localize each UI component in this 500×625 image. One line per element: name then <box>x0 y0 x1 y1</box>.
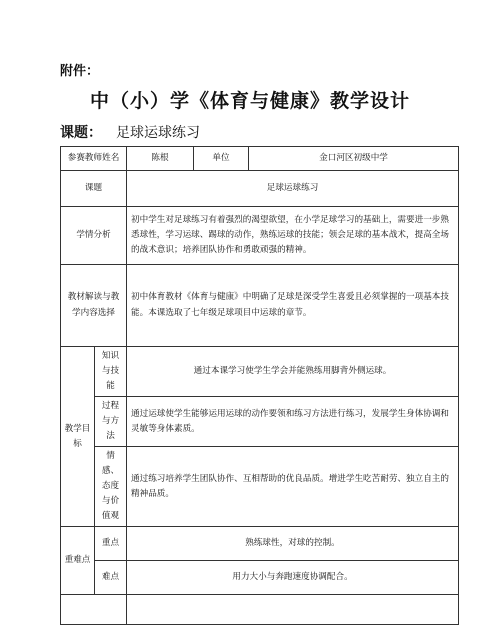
table-row <box>61 561 459 595</box>
material-label: 教材解读与教学内容选择 <box>61 265 127 347</box>
key-text: 熟练球性，对球的控制。 <box>127 527 459 561</box>
goal-emotion-text: 通过练习培养学生团队协作、互相帮助的优良品质。增进学生吃苦耐劳、独立自主的精神品质。 <box>127 447 459 527</box>
table-row <box>61 397 459 447</box>
goals-label: 教学目标 <box>61 347 95 527</box>
empty-cell <box>127 595 459 625</box>
table-row <box>61 147 459 171</box>
lesson-plan-table <box>60 146 459 625</box>
lesson-value: 足球运球练习 <box>116 125 200 141</box>
attachment-label: 附件： <box>60 64 100 79</box>
difficulty-text: 用力大小与奔跑速度协调配合。 <box>127 561 459 595</box>
analysis-label: 学情分析 <box>61 207 127 265</box>
goal-emotion-label: 情感、态度与价值观 <box>95 447 127 527</box>
analysis-text: 初中学生对足球练习有着强烈的渴望欲望，在小学足球学习的基础上，需要进一步熟悉球性，学习运球、踢球的动作，熟练运球的技能；领会足球的基本战术，提高全场的战术意识；培养团队协作和勇敢顽强的精神。 <box>127 207 459 265</box>
table-row <box>61 207 459 265</box>
material-text: 初中体育教材《体育与健康》中明确了足球是深受学生喜爱且必须掌握的一项基本技能。本课选取了七年级足球项目中运球的章节。 <box>127 265 459 347</box>
table-row <box>61 595 459 625</box>
lesson-label: 课题： <box>60 125 102 141</box>
page-title: 中（小）学《体育与健康》教学设计 <box>89 90 410 112</box>
unit-label: 单位 <box>194 147 249 171</box>
goal-knowledge-label: 知识与技能 <box>95 347 127 397</box>
keypoints-label: 重难点 <box>61 527 95 595</box>
teacher-name: 陈根 <box>127 147 194 171</box>
empty-cell <box>61 595 127 625</box>
key-label: 重点 <box>95 527 127 561</box>
table-row <box>61 447 459 527</box>
table-row <box>61 347 459 397</box>
difficulty-label: 难点 <box>95 561 127 595</box>
table-row <box>61 527 459 561</box>
topic-label: 课题 <box>61 171 127 207</box>
goal-knowledge-text: 通过本课学习使学生学会并能熟练用脚背外侧运球。 <box>127 347 459 397</box>
table-row <box>61 265 459 347</box>
goal-process-text: 通过运球使学生能够运用运球的动作要领和练习方法进行练习，发展学生身体协调和灵敏等身体素质。 <box>127 397 459 447</box>
unit-value: 金口河区初级中学 <box>249 147 459 171</box>
table-row <box>61 171 459 207</box>
goal-process-label: 过程与方法 <box>95 397 127 447</box>
lesson-line <box>60 122 200 142</box>
topic-value: 足球运球练习 <box>127 171 459 207</box>
teacher-label: 参赛教师姓名 <box>61 147 127 171</box>
